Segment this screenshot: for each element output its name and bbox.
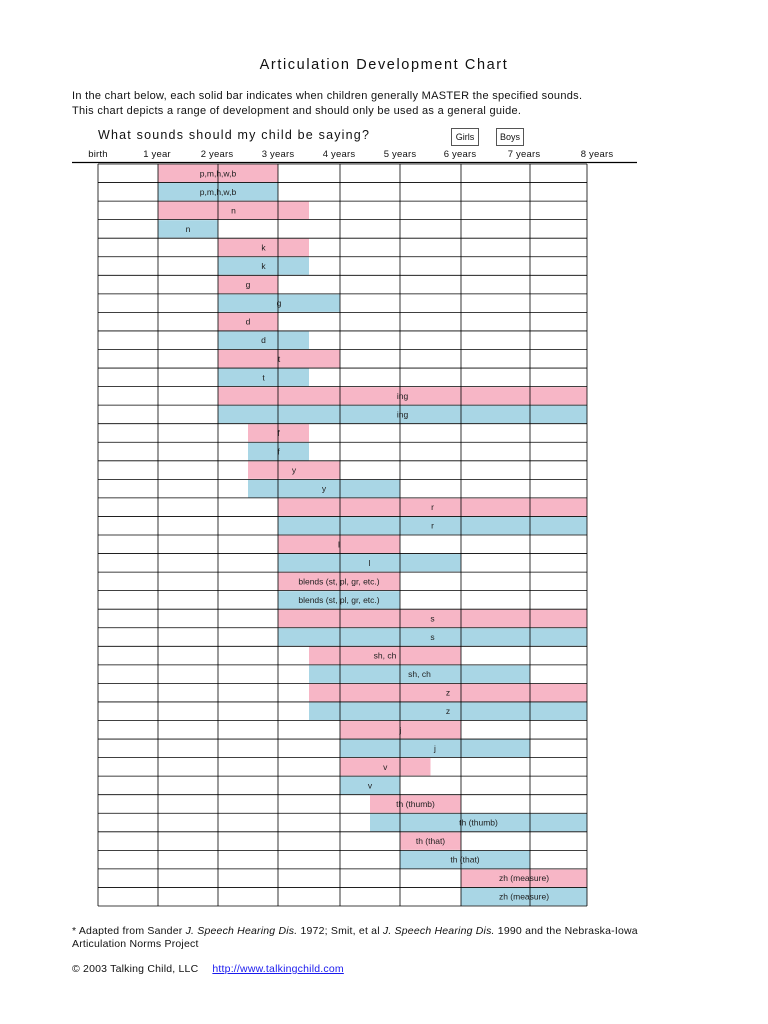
bar-label-girls: j xyxy=(399,724,402,735)
x-tick-label: 5 years xyxy=(383,149,417,160)
copyright-text: © 2003 Talking Child, LLC xyxy=(72,963,199,975)
bar-label-boys: th (that) xyxy=(450,854,480,865)
footnote-journal-2: J. Speech Hearing Dis. xyxy=(382,925,495,937)
footnote-suffix: 1990 and the Nebraska-Iowa xyxy=(494,925,638,937)
bar-label-boys: zh (measure) xyxy=(498,891,550,902)
bar-label-girls: d xyxy=(245,316,251,327)
bar-label-boys: k xyxy=(261,261,266,272)
x-tick-label: birth xyxy=(88,149,108,160)
x-tick-label: 1 year xyxy=(143,149,171,160)
bar-label-girls: r xyxy=(431,502,434,513)
footnote-middle: 1972; Smit, et al xyxy=(297,925,383,937)
bar-label-boys: y xyxy=(321,483,327,494)
bar-label-girls: ing xyxy=(396,390,409,401)
bar-label-girls: zh (measure) xyxy=(498,873,550,884)
bar-label-girls: th (that) xyxy=(415,836,446,847)
bar-label-girls: y xyxy=(291,465,297,476)
intro-line-1: In the chart below, each solid bar indicates when children generally MASTER the specified sounds. xyxy=(72,90,583,102)
bar-label-boys: ing xyxy=(396,409,409,420)
bar-label-girls: sh, ch xyxy=(373,650,397,661)
bar-label-girls: blends (st, pl, gr, etc.) xyxy=(298,576,380,587)
x-tick-label: 8 years xyxy=(580,149,614,160)
bar-label-boys: f xyxy=(277,446,280,457)
x-tick-label: 3 years xyxy=(261,149,295,160)
x-tick-label: 6 years xyxy=(443,149,477,160)
bar-label-boys: d xyxy=(261,335,266,346)
legend-girls: Girls xyxy=(451,128,479,146)
bar-label-boys: p,m,h,w,b xyxy=(199,186,237,197)
bar-label-girls: z xyxy=(445,687,451,698)
bar-label-boys: s xyxy=(430,632,435,643)
footnote-line-2: Articulation Norms Project xyxy=(72,938,199,950)
bar-label-boys: th (thumb) xyxy=(459,817,498,828)
bar-label-girls: p,m,h,w,b xyxy=(199,168,237,179)
copyright-line xyxy=(72,963,344,975)
footnote xyxy=(72,925,638,951)
website-link[interactable]: http://www.talkingchild.com xyxy=(212,963,344,975)
bar-label-girls: g xyxy=(245,279,251,290)
bar-label-boys: sh, ch xyxy=(408,669,431,680)
x-tick-label: 7 years xyxy=(507,149,541,160)
bar-label-girls: n xyxy=(231,205,236,216)
bar-label-girls: v xyxy=(383,761,388,772)
page-title: Articulation Development Chart xyxy=(259,57,509,73)
footnote-journal-1: J. Speech Hearing Dis. xyxy=(185,925,298,937)
footnote-line-1 xyxy=(72,925,638,938)
bar-label-boys: n xyxy=(185,223,191,234)
x-tick-label: 2 years xyxy=(200,149,234,160)
bar-label-girls: f xyxy=(277,427,280,438)
bar-label-boys: v xyxy=(367,780,373,791)
bar-label-boys: z xyxy=(445,706,451,717)
bar-label-boys: l xyxy=(368,557,371,568)
bar-label-boys: r xyxy=(431,520,434,531)
bar-label-boys: blends (st, pl, gr, etc.) xyxy=(298,594,380,605)
bar-label-girls: k xyxy=(261,242,266,253)
x-tick-label: 4 years xyxy=(322,149,356,160)
bar-label-boys: j xyxy=(434,743,436,754)
legend-boys: Boys xyxy=(496,128,524,146)
bar-label-girls: th (thumb) xyxy=(396,798,435,809)
chart-question: What sounds should my child be saying? xyxy=(98,128,371,142)
bar-label-girls: t xyxy=(277,353,281,364)
bar-label-girls: s xyxy=(430,613,435,624)
intro-line-2: This chart depicts a range of development and should only be used as a general guide. xyxy=(72,104,522,117)
bar-label-boys: g xyxy=(276,298,282,309)
footnote-prefix: * Adapted from Sander xyxy=(72,925,186,937)
bar-label-boys: t xyxy=(262,372,265,383)
bar-label-girls: l xyxy=(338,539,340,550)
